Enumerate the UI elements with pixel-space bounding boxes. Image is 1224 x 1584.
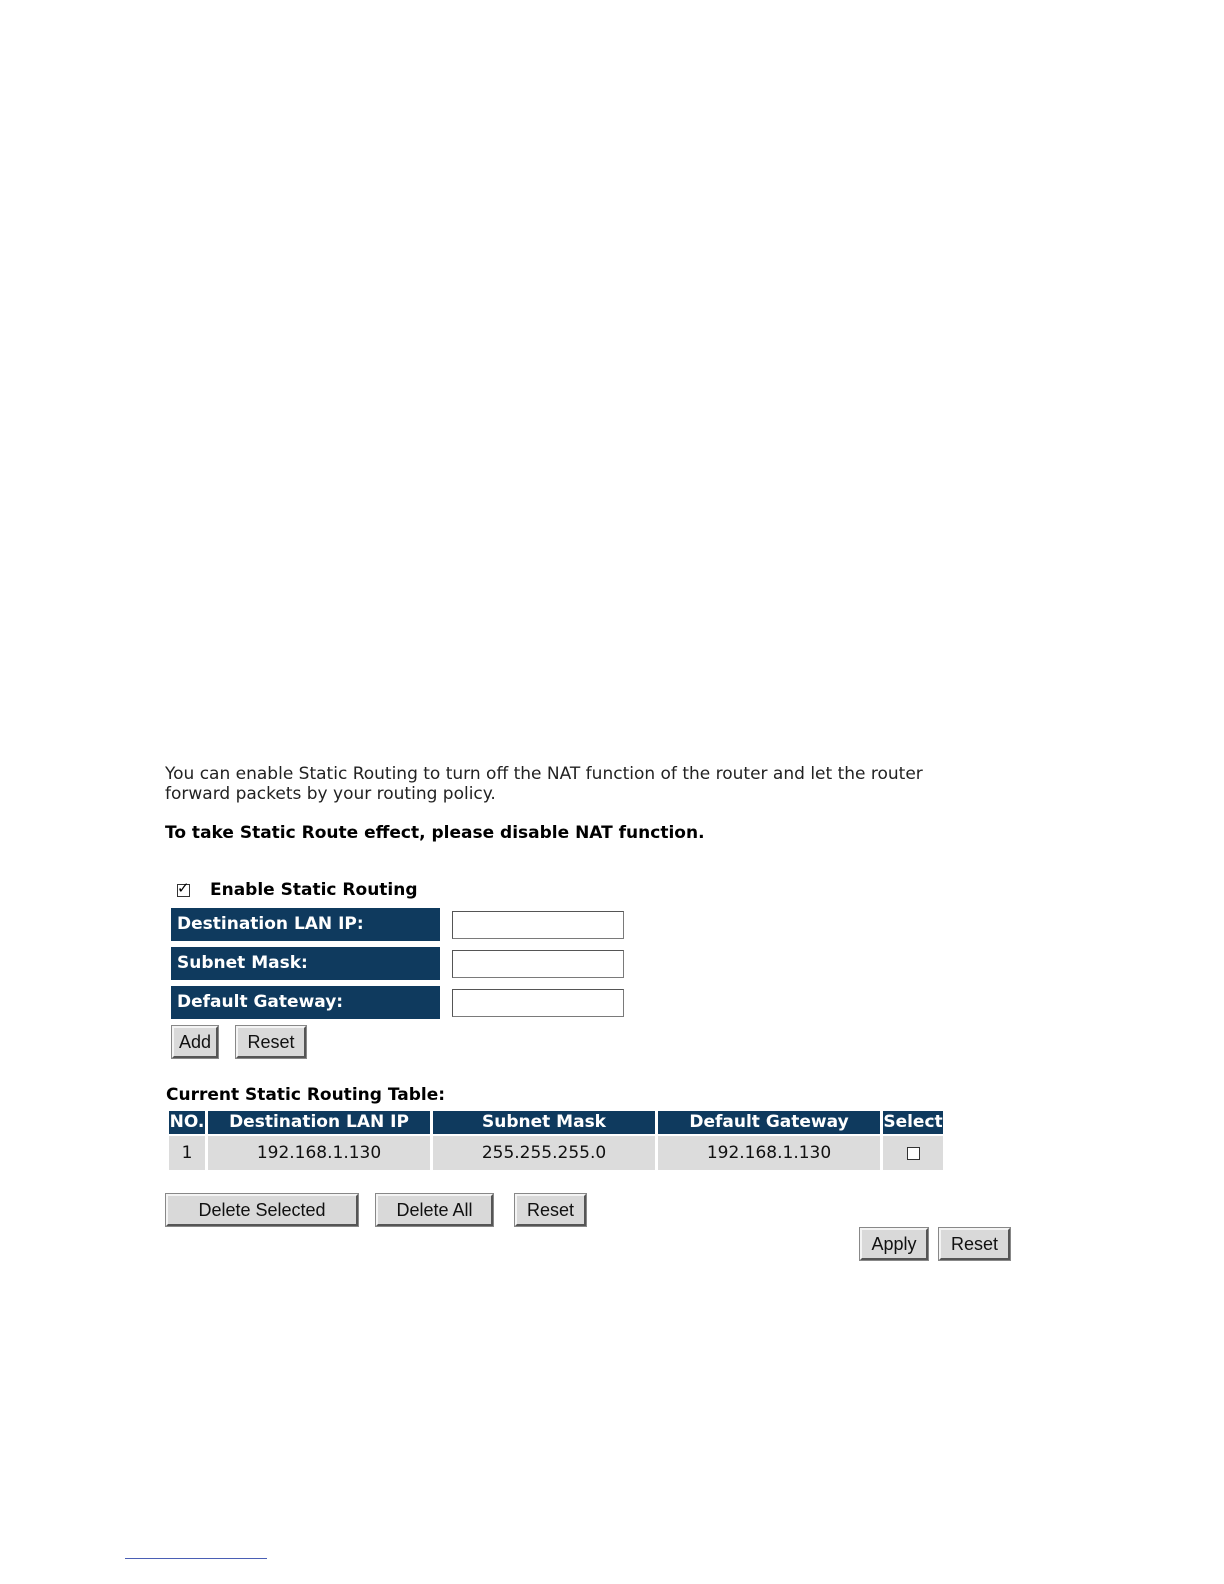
subnet-mask-input[interactable]: [452, 950, 624, 978]
row-select-cell: [883, 1136, 943, 1170]
routing-table-title: Current Static Routing Table:: [166, 1085, 446, 1105]
table-row: [169, 1136, 943, 1170]
column-header-destination-lan-ip: Destination LAN IP: [208, 1111, 430, 1134]
default-gateway-input[interactable]: [452, 989, 624, 1017]
row-destination-lan-ip-cell: 192.168.1.130: [208, 1136, 430, 1170]
row-select-checkbox[interactable]: [907, 1147, 920, 1160]
routing-table: [166, 1109, 946, 1172]
table-reset-button[interactable]: Reset: [515, 1194, 586, 1226]
destination-lan-ip-input[interactable]: [452, 911, 624, 939]
enable-static-routing-label: Enable Static Routing: [210, 880, 418, 900]
column-header-select: Select: [883, 1112, 943, 1132]
add-button[interactable]: Add: [172, 1026, 218, 1058]
column-header-no: NO.: [169, 1112, 205, 1132]
row-subnet-mask-cell: 255.255.255.0: [433, 1136, 655, 1170]
intro-text: You can enable Static Routing to turn off the NAT function of the router and let the router forward packets by your routing policy.: [165, 764, 923, 804]
destination-lan-ip-row: [171, 908, 624, 941]
footnote-divider: [125, 1558, 267, 1559]
form-reset-button[interactable]: Reset: [236, 1026, 306, 1058]
row-no-cell: 1: [169, 1136, 205, 1170]
row-default-gateway-cell: 192.168.1.130: [658, 1136, 880, 1170]
destination-lan-ip-label: Destination LAN IP:: [171, 908, 440, 941]
apply-button[interactable]: Apply: [860, 1228, 928, 1260]
column-header-default-gateway: Default Gateway: [658, 1111, 880, 1134]
subnet-mask-row: [171, 947, 624, 980]
delete-all-button[interactable]: Delete All: [376, 1194, 493, 1226]
enable-static-routing-row: [177, 878, 418, 902]
page-reset-button[interactable]: Reset: [939, 1228, 1010, 1260]
subnet-mask-label: Subnet Mask:: [171, 947, 440, 980]
enable-static-routing-checkbox[interactable]: [177, 878, 190, 897]
default-gateway-label: Default Gateway:: [171, 986, 440, 1019]
table-header-row: [169, 1111, 943, 1134]
delete-selected-button[interactable]: Delete Selected: [166, 1194, 358, 1226]
default-gateway-row: [171, 986, 624, 1019]
nat-warning: To take Static Route effect, please disable NAT function.: [165, 823, 705, 843]
checkmark-icon: ✓: [177, 878, 190, 897]
column-header-subnet-mask: Subnet Mask: [433, 1111, 655, 1134]
